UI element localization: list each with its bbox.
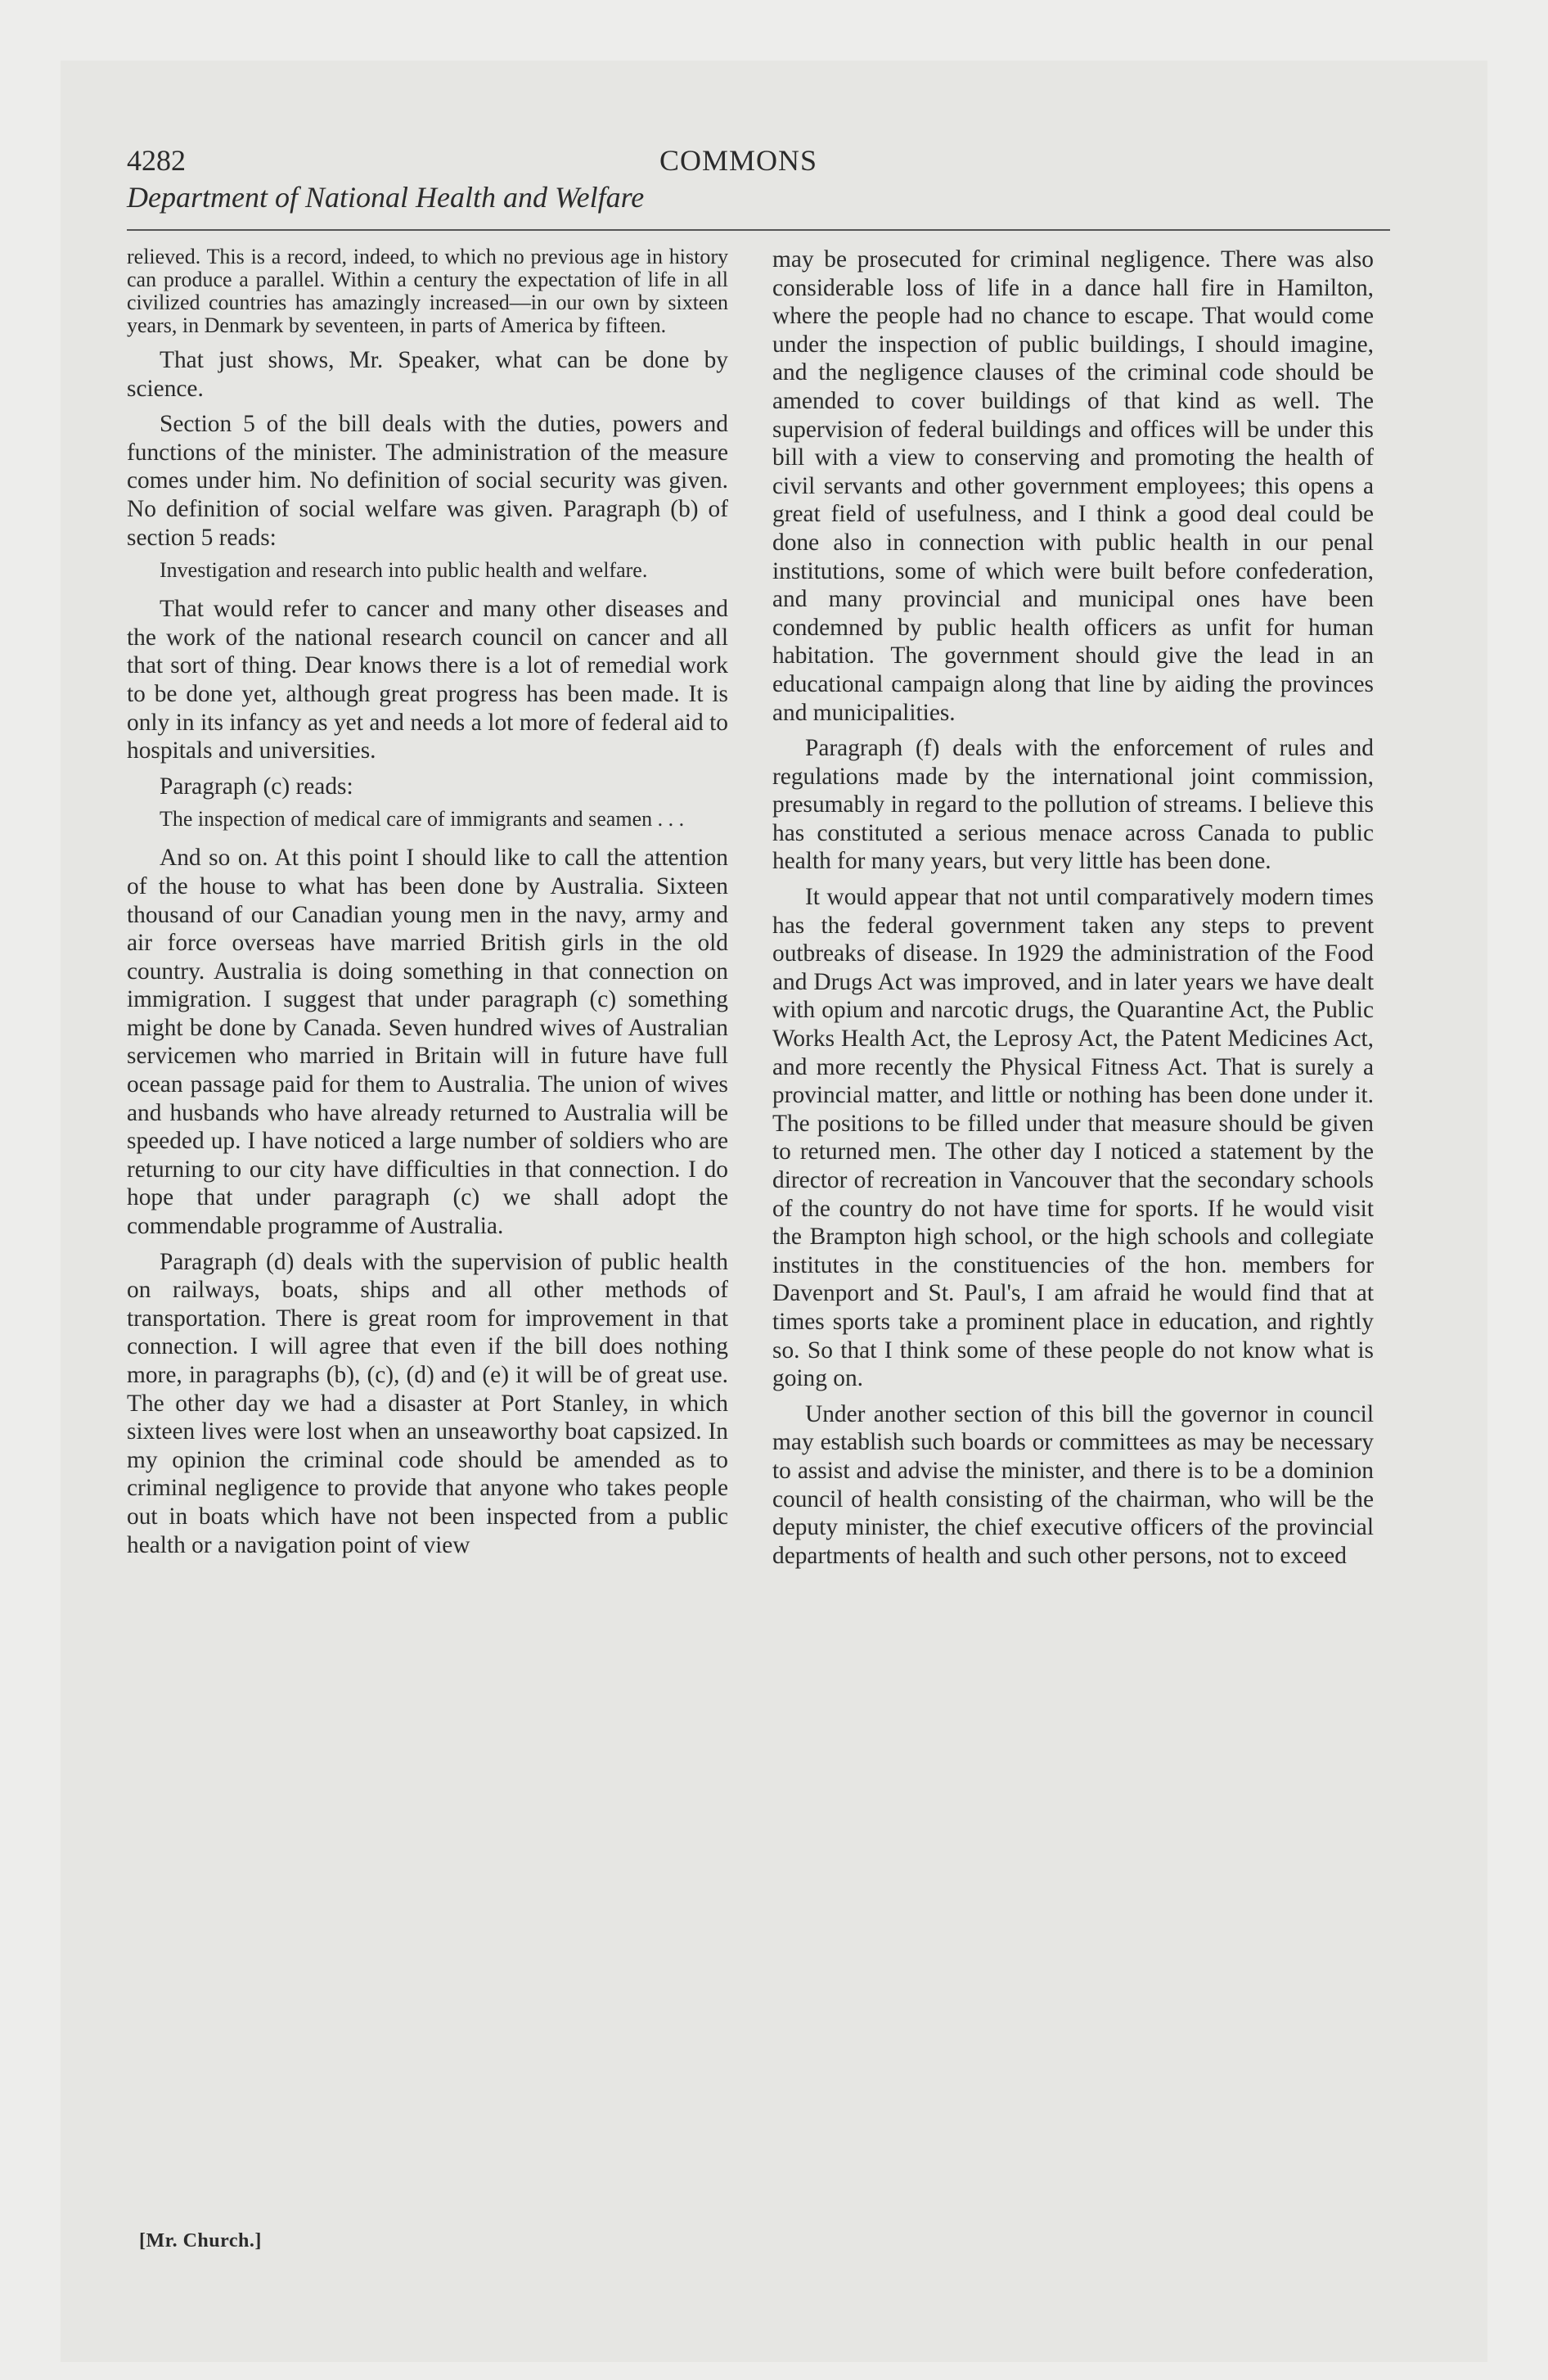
paragraph: Paragraph (c) reads: bbox=[160, 773, 353, 800]
paragraph: relieved. This is a record, indeed, to which no previous age in history can produce a parallel. Within a century the expectation of life in all civilized countries has amazingly increased—in our own by sixteen years, in Denmark by seventeen, in parts of America by fifteen. bbox=[127, 246, 728, 337]
right-column bbox=[772, 246, 1374, 2292]
header-rule bbox=[127, 229, 1390, 231]
paragraph: may be prosecuted for criminal negligence. There was also considerable loss of life in a dance hall fire in Hamilton, where the people had no chance to escape. That would come under the inspection of public buildings, I should imagine, and the negligence clauses of the criminal code should be amended to cover buildings of that kind as well. The supervision of federal buildings and offices will be under this bill with a view to conserving and promoting the health of civil servants and other government employees; this opens a great field of usefulness, and I think a good deal could be done also in connection with public health in our penal institutions, some of which were built before confederation, and many provincial and municipal ones have been condemned by public health officers as unfit for human habitation. The government should give the lead in an educational campaign along that line by aiding the provinces and municipalities. bbox=[772, 246, 1374, 726]
quoted-text: The inspection of medical care of immigrants and seamen . . . bbox=[160, 807, 685, 832]
paragraph: Section 5 of the bill deals with the duties, powers and functions of the minister. The administration of the measure comes under him. No definition of social security was given. No definition of social welfare was given. Paragraph (b) of section 5 reads: bbox=[127, 411, 728, 551]
section-title: Department of National Health and Welfare bbox=[127, 181, 645, 214]
paragraph: It would appear that not until comparatively modern times has the federal government taken any steps to prevent outbreaks of disease. In 1929 the administration of the Food and Drugs Act was improved, and in later years we have dealt with opium and narcotic drugs, the Quarantine Act, the Public Works Health Act, the Leprosy Act, the Patent Medicines Act, and more recently the Physical Fitness Act. That is surely a provincial matter, and little or nothing has been done under it. The positions to be filled under that measure should be given to returned men. The other day I noticed a statement by the director of recreation in Vancouver that the secondary schools of the country do not have time for sports. If he would visit the Brampton high school, or the high schools and collegiate institutes in the constituencies of the hon. members for Davenport and St. Paul's, I am afraid he would find that at times sports take a prominent place in education, and rightly so. So that I think some of these people do not know what is going on. bbox=[772, 884, 1374, 1392]
quoted-text: Investigation and research into public health and welfare. bbox=[160, 558, 648, 583]
paragraph: And so on. At this point I should like to call the attention of the house to what has been done by Australia. Sixteen thousand of our Canadian young men in the navy, army and air force overseas have married British girls in the old country. Australia is doing something in that connection on immigration. I suggest that under paragraph (c) something might be done by Canada. Seven hundred wives of Australian servicemen who married in Britain will in future have full ocean passage paid for them to Australia. The union of wives and husbands who have already returned to Australia will be speeded up. I have noticed a large number of soldiers who are returning to our city have difficulties in that connection. I do hope that under paragraph (c) we shall adopt the commendable programme of Australia. bbox=[127, 845, 728, 1240]
speaker-note: [Mr. Church.] bbox=[139, 2230, 262, 2252]
left-column bbox=[127, 246, 728, 2292]
paragraph: That just shows, Mr. Speaker, what can be done by science. bbox=[127, 347, 728, 402]
paragraph: Under another section of this bill the governor in council may establish such boards or committees as may be necessary to assist and advise the minister, and there is to be a dominion council of health consisting of the chairman, who will be the deputy minister, the chief executive officers of the provincial departments of health and such other persons, not to exceed bbox=[772, 1400, 1374, 1569]
page-number: 4282 bbox=[127, 144, 186, 177]
running-head: COMMONS bbox=[659, 144, 818, 177]
paragraph: That would refer to cancer and many other diseases and the work of the national research council on cancer and all that sort of thing. Dear knows there is a lot of remedial work to be done yet, although great progress has been made. It is only in its infancy as yet and needs a lot more of federal aid to hospitals and universities. bbox=[127, 596, 728, 764]
paragraph: Paragraph (f) deals with the enforcement of rules and regulations made by the international joint commission, presumably in regard to the pollution of streams. I believe this has constituted a serious menace across Canada to public health for many years, but very little has been done. bbox=[772, 735, 1374, 875]
paragraph: Paragraph (d) deals with the supervision of public health on railways, boats, ships and all other methods of transportation. There is great room for improvement in that connection. I will agree that even if the bill does nothing more, in paragraphs (b), (c), (d) and (e) it will be of great use. The other day we had a disaster at Port Stanley, in which sixteen lives were lost when an unseaworthy boat capsized. In my opinion the criminal code should be amended as to criminal negligence to provide that anyone who takes people out in boats which have not been inspected from a public health or a navigation point of view bbox=[127, 1248, 728, 1558]
